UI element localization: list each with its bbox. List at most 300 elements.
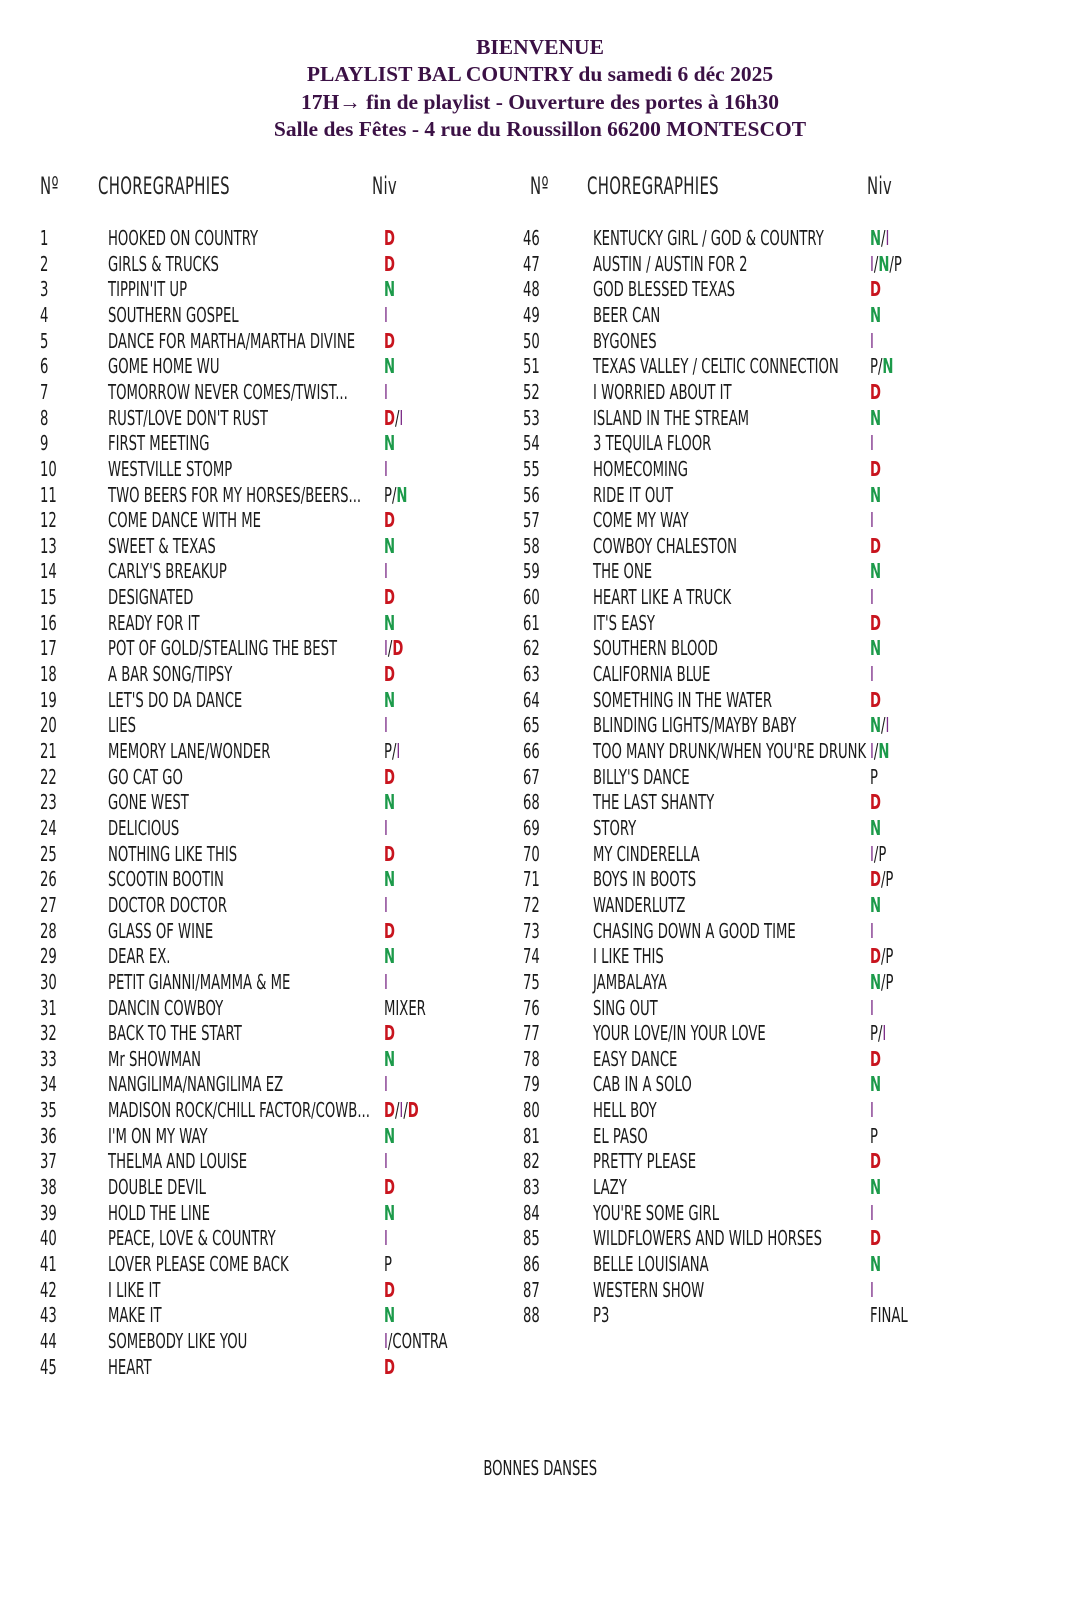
- row-level: N: [384, 354, 396, 379]
- playlist-row: [520, 1278, 1080, 1304]
- row-choreography: MEMORY LANE/WONDER: [108, 739, 271, 763]
- row-level: P/I: [870, 1021, 887, 1046]
- row-level: I: [870, 508, 874, 533]
- playlist-row: [0, 457, 520, 483]
- row-level: I/N/P: [870, 251, 902, 276]
- row-level: N: [870, 1175, 882, 1200]
- playlist-column-right: [520, 0, 1080, 1450]
- row-choreography: DANCIN COWBOY: [108, 995, 224, 1020]
- row-choreography: TWO BEERS FOR MY HORSES/BEERS...: [108, 482, 362, 507]
- row-choreography: GIRLS & TRUCKS: [108, 251, 219, 276]
- row-level: D/P: [870, 867, 894, 892]
- playlist-row: [0, 790, 520, 816]
- row-level: D: [870, 687, 881, 712]
- row-level: N: [870, 1072, 882, 1097]
- header-venue: Salle des Fêtes - 4 rue du Roussillon 66200 MONTESCOT: [273, 116, 807, 141]
- playlist-row: [520, 380, 1080, 406]
- row-choreography: SOMETHING IN THE WATER: [593, 687, 773, 712]
- row-choreography: HELL BOY: [593, 1098, 657, 1123]
- row-level: I: [870, 585, 874, 610]
- row-number: 3: [40, 277, 49, 302]
- row-level: D: [384, 1277, 395, 1302]
- row-number: 47: [523, 251, 540, 276]
- row-choreography: NOTHING LIKE THIS: [108, 841, 238, 866]
- row-level: P: [870, 1123, 878, 1148]
- playlist-row: [0, 1072, 520, 1098]
- row-level: N: [384, 1303, 396, 1328]
- row-number: 88: [523, 1303, 540, 1328]
- playlist-row: [0, 1201, 520, 1227]
- row-number: 71: [523, 867, 540, 892]
- row-choreography: RIDE IT OUT: [593, 482, 674, 507]
- playlist-row: [0, 688, 520, 714]
- row-number: 18: [40, 662, 57, 687]
- column-header-number: Nº: [40, 172, 59, 200]
- row-number: 31: [40, 995, 57, 1020]
- row-choreography: GOD BLESSED TEXAS: [593, 277, 736, 302]
- row-choreography: BLINDING LIGHTS/MAYBY BABY: [593, 713, 797, 738]
- row-number: 52: [523, 379, 540, 404]
- playlist-row: [0, 406, 520, 432]
- playlist-row: [0, 970, 520, 996]
- row-choreography: EASY DANCE: [593, 1046, 678, 1071]
- row-level: P: [384, 1252, 392, 1276]
- playlist-row: [0, 1355, 520, 1381]
- playlist-row: [0, 354, 520, 380]
- row-level: D: [384, 1354, 395, 1379]
- row-level: N: [384, 1123, 396, 1148]
- row-choreography: TEXAS VALLEY / CELTIC CONNECTION: [593, 354, 839, 379]
- row-choreography: WESTERN SHOW: [593, 1277, 705, 1302]
- row-choreography: COWBOY CHALESTON: [593, 533, 737, 558]
- row-choreography: POT OF GOLD/STEALING THE BEST: [108, 636, 338, 661]
- row-number: 35: [40, 1098, 57, 1123]
- row-level: D: [870, 610, 881, 635]
- row-choreography: DEAR EX.: [108, 944, 171, 969]
- playlist-row: [520, 1098, 1080, 1124]
- row-level: I: [870, 431, 874, 456]
- row-number: 84: [523, 1200, 540, 1225]
- row-level: N: [384, 1046, 396, 1071]
- row-number: 46: [523, 226, 540, 250]
- row-number: 48: [523, 277, 540, 302]
- row-choreography: MADISON ROCK/CHILL FACTOR/COWB...: [108, 1098, 370, 1123]
- row-choreography: AUSTIN / AUSTIN FOR 2: [593, 251, 748, 276]
- row-level: D: [384, 585, 395, 610]
- row-number: 12: [40, 508, 57, 533]
- row-level: N: [384, 533, 396, 558]
- row-choreography: IT'S EASY: [593, 610, 655, 635]
- playlist-column-left: [0, 0, 520, 1450]
- row-number: 43: [40, 1303, 57, 1328]
- row-choreography: PETIT GIANNI/MAMMA & ME: [108, 969, 291, 994]
- row-level: I: [384, 969, 388, 994]
- row-level: P: [870, 764, 878, 789]
- row-choreography: CALIFORNIA BLUE: [593, 662, 711, 687]
- playlist-row: [520, 508, 1080, 534]
- row-number: 77: [523, 1021, 540, 1046]
- row-choreography: DANCE FOR MARTHA/MARTHA DIVINE: [108, 328, 356, 353]
- row-level: D/I/D: [384, 1098, 419, 1123]
- row-choreography: BACK TO THE START: [108, 1021, 242, 1046]
- column-header-number: Nº: [530, 172, 549, 200]
- row-number: 22: [40, 764, 57, 789]
- row-choreography: PRETTY PLEASE: [593, 1149, 697, 1174]
- row-number: 75: [523, 969, 540, 994]
- row-number: 85: [523, 1226, 540, 1251]
- playlist-row: [0, 611, 520, 637]
- row-level: I: [870, 1277, 874, 1302]
- row-level: D: [870, 533, 881, 558]
- playlist-row: [0, 585, 520, 611]
- playlist-row: [0, 1098, 520, 1124]
- row-choreography: YOUR LOVE/IN YOUR LOVE: [593, 1021, 766, 1046]
- row-choreography: SOMEBODY LIKE YOU: [108, 1328, 248, 1353]
- row-choreography: THE LAST SHANTY: [593, 790, 715, 815]
- row-number: 55: [523, 456, 540, 481]
- row-level: P/I: [384, 739, 401, 763]
- playlist-row: [0, 1149, 520, 1175]
- row-choreography: HOLD THE LINE: [108, 1200, 211, 1225]
- playlist-row: [520, 893, 1080, 919]
- row-choreography: I LIKE IT: [108, 1277, 161, 1302]
- header-schedule: 17H→ fin de playlist - Ouverture des portes à 16h30: [301, 89, 779, 114]
- playlist-row: [520, 431, 1080, 457]
- row-choreography: PEACE, LOVE & COUNTRY: [108, 1226, 276, 1251]
- playlist-row: [0, 1124, 520, 1150]
- row-choreography: SING OUT: [593, 995, 658, 1020]
- playlist-row: [0, 867, 520, 893]
- row-choreography: BYGONES: [593, 328, 657, 353]
- playlist-row: [520, 944, 1080, 970]
- column-header-level: Niv: [867, 172, 893, 200]
- row-choreography: COME MY WAY: [593, 508, 689, 533]
- row-number: 54: [523, 431, 540, 456]
- row-level: D: [870, 1046, 881, 1071]
- row-number: 36: [40, 1123, 57, 1148]
- row-choreography: MY CINDERELLA: [593, 841, 700, 866]
- row-number: 39: [40, 1200, 57, 1225]
- playlist-row: [0, 329, 520, 355]
- row-number: 25: [40, 841, 57, 866]
- row-choreography: P3: [593, 1303, 610, 1328]
- row-choreography: GO CAT GO: [108, 764, 183, 789]
- row-number: 4: [40, 302, 49, 327]
- header-welcome: BIENVENUE: [476, 35, 604, 59]
- row-number: 37: [40, 1149, 57, 1174]
- row-level: N: [384, 790, 396, 815]
- row-number: 30: [40, 969, 57, 994]
- row-level: I: [870, 1098, 874, 1123]
- row-level: N: [384, 867, 396, 892]
- row-number: 45: [40, 1354, 57, 1379]
- playlist-row: [520, 662, 1080, 688]
- playlist-row: [0, 1303, 520, 1329]
- row-number: 17: [40, 636, 57, 661]
- row-choreography: I'M ON MY WAY: [108, 1123, 208, 1148]
- row-level: I: [384, 1226, 388, 1251]
- playlist-row: [520, 867, 1080, 893]
- row-choreography: LIES: [108, 713, 136, 738]
- row-level: MIXER: [384, 995, 426, 1020]
- row-number: 80: [523, 1098, 540, 1123]
- row-level: N: [870, 1252, 882, 1276]
- row-level: N: [384, 277, 396, 302]
- row-level: N: [870, 892, 882, 917]
- header-playlist-title: PLAYLIST BAL COUNTRY du samedi 6 déc 2025: [306, 62, 774, 87]
- playlist-row: [0, 816, 520, 842]
- row-choreography: NANGILIMA/NANGILIMA EZ: [108, 1072, 284, 1097]
- row-level: N: [870, 405, 882, 430]
- row-level: D: [384, 1175, 395, 1200]
- row-level: N: [870, 636, 882, 661]
- playlist-row: [0, 1021, 520, 1047]
- playlist-row: [520, 713, 1080, 739]
- row-level: D: [384, 226, 395, 250]
- row-level: I: [870, 662, 874, 687]
- playlist-row: [0, 662, 520, 688]
- playlist-row: [0, 893, 520, 919]
- column-header-choreographies: CHOREGRAPHIES: [98, 172, 230, 200]
- playlist-row: [0, 1278, 520, 1304]
- row-number: 79: [523, 1072, 540, 1097]
- playlist-row: [520, 457, 1080, 483]
- row-choreography: SCOOTIN BOOTIN: [108, 867, 224, 892]
- row-choreography: THELMA AND LOUISE: [108, 1149, 248, 1174]
- row-choreography: DOUBLE DEVIL: [108, 1175, 206, 1200]
- row-choreography: BEER CAN: [593, 302, 661, 327]
- row-number: 7: [40, 379, 49, 404]
- row-level: I: [870, 1200, 874, 1225]
- row-choreography: LAZY: [593, 1175, 627, 1200]
- playlist-row: [520, 765, 1080, 791]
- playlist-row: [0, 944, 520, 970]
- row-number: 28: [40, 918, 57, 943]
- row-number: 33: [40, 1046, 57, 1071]
- row-number: 81: [523, 1123, 540, 1148]
- footer-text: BONNES DANSES: [483, 1456, 597, 1480]
- row-choreography: SOUTHERN BLOOD: [593, 636, 718, 661]
- playlist-row: [520, 534, 1080, 560]
- row-number: 51: [523, 354, 540, 379]
- row-level: I/P: [870, 841, 887, 866]
- playlist-row: [0, 636, 520, 662]
- playlist-row: [0, 431, 520, 457]
- row-level: N/I: [870, 713, 890, 738]
- playlist-row: [520, 252, 1080, 278]
- row-number: 58: [523, 533, 540, 558]
- playlist-row: [520, 790, 1080, 816]
- playlist-row: [520, 585, 1080, 611]
- row-level: I: [384, 559, 388, 584]
- row-number: 67: [523, 764, 540, 789]
- playlist-row: [520, 1252, 1080, 1278]
- row-number: 6: [40, 354, 49, 379]
- playlist-row: [0, 919, 520, 945]
- row-choreography: TIPPIN'IT UP: [108, 277, 188, 302]
- row-number: 8: [40, 405, 49, 430]
- row-level: D/I: [384, 405, 404, 430]
- row-number: 24: [40, 815, 57, 840]
- row-choreography: BOYS IN BOOTS: [593, 867, 697, 892]
- row-level: I: [870, 918, 874, 943]
- row-choreography: SOUTHERN GOSPEL: [108, 302, 239, 327]
- row-choreography: HOMECOMING: [593, 456, 689, 481]
- row-number: 53: [523, 405, 540, 430]
- playlist-row: [0, 1226, 520, 1252]
- row-number: 65: [523, 713, 540, 738]
- row-choreography: ISLAND IN THE STREAM: [593, 405, 750, 430]
- playlist-row: [0, 1175, 520, 1201]
- row-number: 1: [40, 226, 49, 250]
- row-number: 2: [40, 251, 49, 276]
- row-number: 13: [40, 533, 57, 558]
- row-level: D: [870, 379, 881, 404]
- row-number: 10: [40, 456, 57, 481]
- row-choreography: STORY: [593, 815, 637, 840]
- row-number: 62: [523, 636, 540, 661]
- row-choreography: HEART: [108, 1354, 152, 1379]
- column-header-choreographies: CHOREGRAPHIES: [587, 172, 719, 200]
- row-level: I: [384, 1072, 388, 1097]
- playlist-row: [520, 1149, 1080, 1175]
- playlist-row: [0, 1047, 520, 1073]
- row-number: 49: [523, 302, 540, 327]
- playlist-row: [520, 636, 1080, 662]
- row-level: D: [384, 508, 395, 533]
- row-number: 32: [40, 1021, 57, 1046]
- playlist-row: [520, 354, 1080, 380]
- row-choreography: TOO MANY DRUNK/WHEN YOU'RE DRUNK: [593, 739, 867, 763]
- playlist-row: [520, 277, 1080, 303]
- playlist-row: [0, 483, 520, 509]
- row-level: P/N: [384, 482, 408, 507]
- row-choreography: WANDERLUTZ: [593, 892, 686, 917]
- playlist-row: [520, 226, 1080, 252]
- row-number: 69: [523, 815, 540, 840]
- row-level: D: [870, 1226, 881, 1251]
- playlist-row: [0, 739, 520, 765]
- playlist-row: [520, 303, 1080, 329]
- row-level: I: [384, 1149, 388, 1174]
- row-level: I: [870, 328, 874, 353]
- row-choreography: KENTUCKY GIRL / GOD & COUNTRY: [593, 226, 824, 250]
- row-number: 29: [40, 944, 57, 969]
- playlist-row: [520, 1226, 1080, 1252]
- row-number: 42: [40, 1277, 57, 1302]
- row-choreography: HOOKED ON COUNTRY: [108, 226, 259, 250]
- row-choreography: READY FOR IT: [108, 610, 200, 635]
- playlist-row: [0, 534, 520, 560]
- row-choreography: GOME HOME WU: [108, 354, 220, 379]
- row-level: N: [384, 610, 396, 635]
- row-level: D: [384, 251, 395, 276]
- row-number: 68: [523, 790, 540, 815]
- row-number: 38: [40, 1175, 57, 1200]
- playlist-row: [520, 842, 1080, 868]
- row-number: 9: [40, 431, 49, 456]
- row-choreography: LET'S DO DA DANCE: [108, 687, 243, 712]
- row-choreography: DESIGNATED: [108, 585, 194, 610]
- row-choreography: CARLY'S BREAKUP: [108, 559, 227, 584]
- playlist-row: [520, 611, 1080, 637]
- playlist-row: [520, 1021, 1080, 1047]
- row-choreography: TOMORROW NEVER COMES/TWIST...: [108, 379, 348, 404]
- row-choreography: THE ONE: [593, 559, 653, 584]
- row-level: I: [384, 302, 388, 327]
- row-choreography: MAKE IT: [108, 1303, 162, 1328]
- playlist-row: [0, 996, 520, 1022]
- row-level: I: [384, 456, 388, 481]
- row-number: 86: [523, 1252, 540, 1276]
- playlist-row: [0, 252, 520, 278]
- row-number: 73: [523, 918, 540, 943]
- playlist-row: [0, 508, 520, 534]
- row-number: 82: [523, 1149, 540, 1174]
- row-choreography: COME DANCE WITH ME: [108, 508, 261, 533]
- row-number: 83: [523, 1175, 540, 1200]
- row-number: 60: [523, 585, 540, 610]
- row-number: 56: [523, 482, 540, 507]
- row-level: D: [870, 456, 881, 481]
- row-number: 57: [523, 508, 540, 533]
- row-choreography: I WORRIED ABOUT IT: [593, 379, 732, 404]
- row-number: 19: [40, 687, 57, 712]
- row-choreography: BILLY'S DANCE: [593, 764, 690, 789]
- row-number: 61: [523, 610, 540, 635]
- row-choreography: RUST/LOVE DON'T RUST: [108, 405, 268, 430]
- row-number: 50: [523, 328, 540, 353]
- row-choreography: CHASING DOWN A GOOD TIME: [593, 918, 796, 943]
- row-level: N: [870, 815, 882, 840]
- row-number: 16: [40, 610, 57, 635]
- row-number: 72: [523, 892, 540, 917]
- row-level: D: [384, 918, 395, 943]
- row-choreography: I LIKE THIS: [593, 944, 664, 969]
- row-level: I: [384, 815, 388, 840]
- row-number: 63: [523, 662, 540, 687]
- row-choreography: BELLE LOUISIANA: [593, 1252, 709, 1276]
- playlist-row: [520, 1124, 1080, 1150]
- row-number: 87: [523, 1277, 540, 1302]
- row-level: D: [384, 764, 395, 789]
- row-choreography: GONE WEST: [108, 790, 189, 815]
- playlist-row: [520, 688, 1080, 714]
- playlist-row: [520, 739, 1080, 765]
- playlist-row: [520, 1072, 1080, 1098]
- row-number: 5: [40, 328, 49, 353]
- playlist-row: [520, 483, 1080, 509]
- row-number: 64: [523, 687, 540, 712]
- row-choreography: DOCTOR DOCTOR: [108, 892, 227, 917]
- row-number: 41: [40, 1252, 57, 1276]
- row-level: D: [384, 662, 395, 687]
- row-number: 40: [40, 1226, 57, 1251]
- playlist-row: [520, 996, 1080, 1022]
- row-level: N/P: [870, 969, 894, 994]
- row-choreography: 3 TEQUILA FLOOR: [593, 431, 712, 456]
- row-choreography: HEART LIKE A TRUCK: [593, 585, 732, 610]
- row-level: N: [384, 687, 396, 712]
- row-number: 14: [40, 559, 57, 584]
- row-number: 59: [523, 559, 540, 584]
- row-level: D: [384, 841, 395, 866]
- row-number: 26: [40, 867, 57, 892]
- row-choreography: DELICIOUS: [108, 815, 180, 840]
- row-choreography: GLASS OF WINE: [108, 918, 214, 943]
- row-level: I/CONTRA: [384, 1328, 448, 1353]
- row-level: FINAL: [870, 1303, 908, 1328]
